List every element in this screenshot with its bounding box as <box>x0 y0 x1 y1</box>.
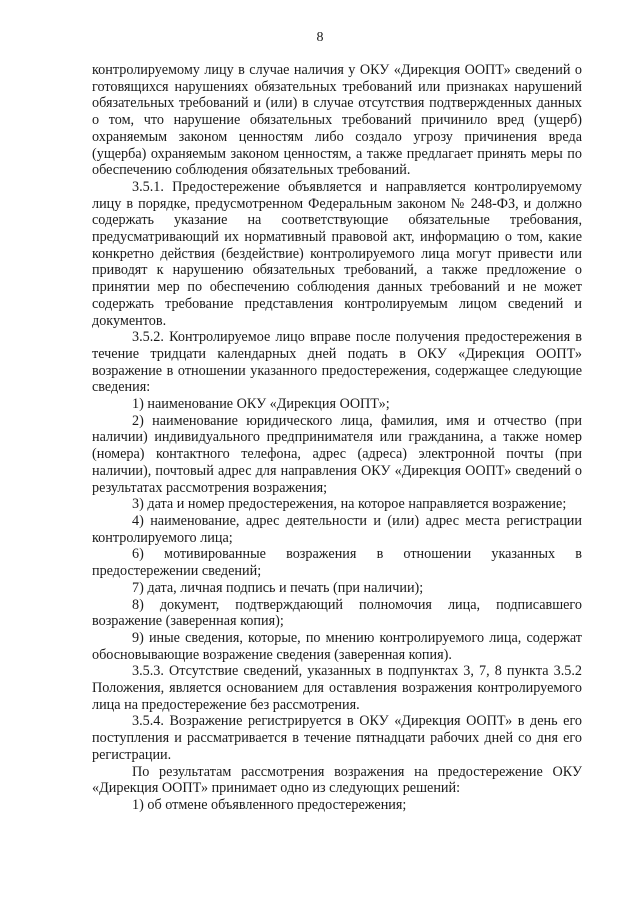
decision-item-1: 1) об отмене объявленного предостережения; <box>132 796 407 813</box>
paragraph-3-5-2: 3.5.2. Контролируемое лицо вправе после получения предостережения в течение тридцати календарных дней подать в ОКУ «Дирекция ООПТ» возражение в отношении указанного предостережения, содержащее следующие сведения: <box>92 329 582 396</box>
list-item-6: 6) мотивированные возражения в отношении указанных в предостережении сведений; <box>92 546 582 580</box>
list-item-8: 8) документ, подтверждающий полномочия лица, подписавшего возражение (заверенная копия); <box>92 596 582 630</box>
document-body <box>92 62 582 814</box>
paragraph-3-5-1: 3.5.1. Предостережение объявляется и направляется контролируемому лицу в порядке, предусмотренном Федеральным законом № 248-ФЗ, и должно содержать указание на соответствующие обязательные требования, предусматривающий их нормативный правовой акт, информацию о том, какие конкретно действия (бездействие) контролируемого лица могут привести или приводят к нарушению обязательных требований, а также предложение о принятии мер по обеспечению соблюдения данных требований и не может содержать требование представления контролируемым лицом сведений и документов. <box>92 178 582 329</box>
paragraph-continuation: контролируемому лицу в случае наличия у ОКУ «Дирекция ООПТ» сведений о готовящихся нарушениях обязательных требований или признаках нарушений обязательных требований и (или) в случае отсутствия подтвержденных данных о том, что нарушение обязательных требований причинило вред (ущерб) охраняемым законом ценностям либо создало угрозу причинения вреда (ущерба) охраняемым законом ценностям, а также предлагает принять меры по обеспечению соблюдения обязательных требований. <box>92 62 582 179</box>
list-item-7: 7) дата, личная подпись и печать (при наличии); <box>132 579 424 596</box>
list-item-3: 3) дата и номер предостережения, на которое направляется возражение; <box>132 496 567 513</box>
paragraph-3-5-4: 3.5.4. Возражение регистрируется в ОКУ «Дирекция ООПТ» в день его поступления и рассматривается в течение пятнадцати рабочих дней со дня его регистрации. <box>92 713 582 763</box>
list-item-1: 1) наименование ОКУ «Дирекция ООПТ»; <box>132 396 390 413</box>
page-number: 8 <box>316 30 324 45</box>
paragraph-decisions: По результатам рассмотрения возражения на предостережение ОКУ «Дирекция ООПТ» принимает одно из следующих решений: <box>92 763 582 797</box>
list-item-2: 2) наименование юридического лица, фамилия, имя и отчество (при наличии) индивидуального предпринимателя или гражданина, а также номер (номера) контактного телефона, адрес (адреса) электронной почты (при наличии), почтовый адрес для направления ОКУ «Дирекция ООПТ» сведений о результатах рассмотрения возражения; <box>92 412 582 496</box>
list-item-9: 9) иные сведения, которые, по мнению контролируемого лица, содержат обосновывающие возражение сведения (заверенная копия). <box>92 629 582 663</box>
paragraph-3-5-3: 3.5.3. Отсутствие сведений, указанных в подпунктах 3, 7, 8 пункта 3.5.2 Положения, является основанием для оставления возражения контролируемого лица на предостережение без рассмотрения. <box>92 663 582 713</box>
list-item-4: 4) наименование, адрес деятельности и (или) адрес места регистрации контролируемого лица; <box>92 512 582 546</box>
